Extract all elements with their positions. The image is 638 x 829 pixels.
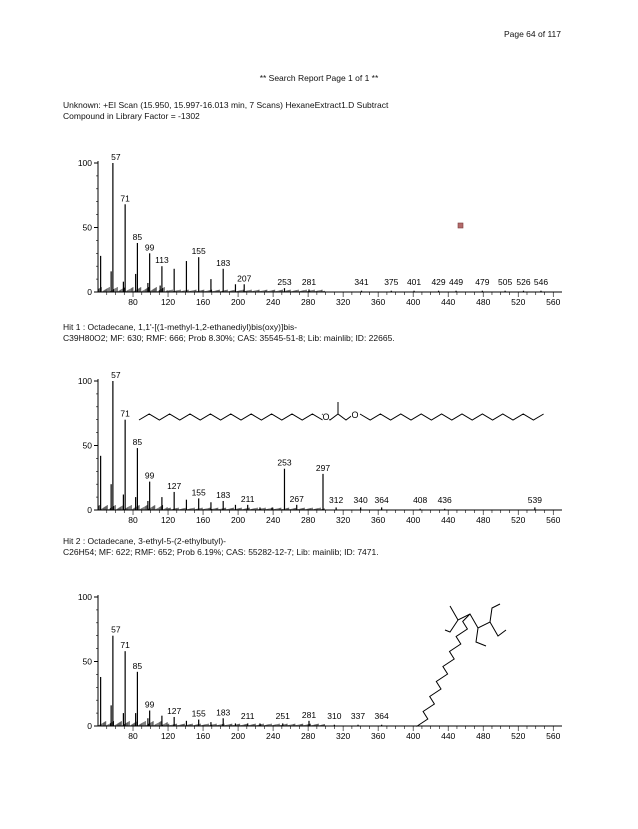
peak-label: 99 xyxy=(144,470,155,481)
peak-label: 375 xyxy=(384,277,399,287)
x-tick-label: 320 xyxy=(336,297,351,307)
peak-label: 85 xyxy=(132,660,143,671)
x-tick-label: 320 xyxy=(336,731,351,741)
hit2-details: C26H54; MF: 622; RMF: 652; Prob 6.19%; CAS: 55282-12-7; Lib: mainlib; ID: 7471. xyxy=(63,547,379,557)
peak-label: 429 xyxy=(431,277,446,287)
x-tick-label: 120 xyxy=(160,297,176,307)
peak-label: 253 xyxy=(277,277,292,287)
x-tick-label: 280 xyxy=(301,515,316,525)
y-tick-label: 0 xyxy=(87,287,92,297)
x-tick-label: 160 xyxy=(195,731,211,741)
x-tick-label: 440 xyxy=(441,515,456,525)
x-tick-label: 240 xyxy=(266,297,281,307)
peak-label: 211 xyxy=(240,493,255,504)
y-tick-label: 50 xyxy=(82,656,92,667)
marker-square xyxy=(458,223,463,228)
peak-label: 127 xyxy=(167,705,182,716)
x-tick-label: 120 xyxy=(160,731,176,741)
x-tick-label: 120 xyxy=(160,515,176,525)
peak-label: 312 xyxy=(329,495,344,505)
peak-label: 253 xyxy=(277,457,292,468)
peak-label: 155 xyxy=(191,246,206,257)
x-tick-label: 440 xyxy=(441,731,456,741)
y-tick-label: 100 xyxy=(77,376,92,386)
x-tick-label: 480 xyxy=(476,731,491,741)
ethyl-branch-3 xyxy=(476,628,486,646)
page-number: Page 64 of 117 xyxy=(503,29,561,39)
spectrum-hit2 xyxy=(0,584,638,744)
right-chain xyxy=(360,414,544,420)
peak-label: 207 xyxy=(237,273,252,284)
hit2-name: Hit 2 : Octadecane, 3-ethyl-5-(2-ethylbutyl)- xyxy=(63,536,226,546)
x-tick-label: 520 xyxy=(511,297,526,307)
library-factor-line: Compound in Library Factor = -1302 xyxy=(63,111,200,121)
ethyl-branch-2 xyxy=(490,604,500,622)
peak-label: 71 xyxy=(120,640,130,651)
peak-label: 57 xyxy=(111,152,121,162)
x-tick-label: 80 xyxy=(128,515,138,525)
peak-label: 71 xyxy=(120,193,130,204)
hit2-structure xyxy=(417,604,507,727)
x-tick-label: 160 xyxy=(195,515,211,525)
peak-label: 401 xyxy=(406,277,422,287)
peak-label: 251 xyxy=(275,711,290,721)
x-tick-label: 560 xyxy=(546,731,561,741)
y-tick-label: 50 xyxy=(82,222,92,233)
peak-label: 183 xyxy=(216,489,231,500)
peak-label: 85 xyxy=(132,231,143,242)
x-tick-label: 360 xyxy=(371,297,386,307)
peak-label: 155 xyxy=(191,487,206,498)
x-tick-label: 280 xyxy=(301,297,316,307)
peak-label: 57 xyxy=(111,370,121,380)
peak-label: 211 xyxy=(240,711,255,721)
y-tick-label: 100 xyxy=(77,158,92,168)
oxygen-atom-label: O xyxy=(322,412,330,422)
x-tick-label: 200 xyxy=(230,515,246,525)
x-tick-label: 320 xyxy=(336,515,351,525)
x-tick-label: 160 xyxy=(195,297,211,307)
peak-label: 505 xyxy=(498,277,513,287)
y-tick-label: 0 xyxy=(87,505,92,515)
peak-label: 155 xyxy=(191,708,206,719)
report-title: ** Search Report Page 1 of 1 ** xyxy=(259,73,379,83)
peak-label: 340 xyxy=(353,495,368,505)
x-tick-label: 240 xyxy=(266,731,281,741)
x-tick-label: 480 xyxy=(476,515,491,525)
peak-label: 341 xyxy=(354,277,369,287)
x-tick-label: 360 xyxy=(371,515,386,525)
peak-label: 183 xyxy=(216,707,231,718)
peak-label: 281 xyxy=(301,277,317,287)
x-tick-label: 520 xyxy=(511,731,526,741)
x-tick-label: 360 xyxy=(371,731,386,741)
peak-label: 364 xyxy=(374,495,389,505)
x-tick-label: 240 xyxy=(266,515,281,525)
peak-label: 479 xyxy=(475,277,490,287)
peak-label: 310 xyxy=(327,711,342,721)
peak-label: 127 xyxy=(167,480,182,491)
unknown-scan-line: Unknown: +EI Scan (15.950, 15.997-16.013 min, 7 Scans) HexaneExtract1.D Subtract xyxy=(63,100,389,110)
hit1-structure xyxy=(139,402,544,422)
peak-label: 113 xyxy=(155,255,169,266)
x-tick-label: 400 xyxy=(406,731,421,741)
spectrum-unknown xyxy=(0,150,638,310)
y-tick-label: 0 xyxy=(87,721,92,731)
x-tick-label: 400 xyxy=(406,515,421,525)
peak-label: 183 xyxy=(216,257,231,268)
peak-label: 539 xyxy=(527,495,542,505)
x-tick-label: 200 xyxy=(230,297,246,307)
peak-label: 85 xyxy=(132,437,143,448)
peak-label: 436 xyxy=(437,495,452,505)
x-tick-label: 400 xyxy=(406,297,421,307)
x-tick-label: 520 xyxy=(511,515,526,525)
left-chain xyxy=(139,414,323,420)
peak-label: 57 xyxy=(111,624,121,635)
baseline-noise xyxy=(99,287,325,292)
x-tick-label: 200 xyxy=(230,731,246,741)
x-tick-label: 560 xyxy=(546,297,561,307)
main-chain xyxy=(417,614,471,727)
baseline-noise xyxy=(99,721,325,726)
x-tick-label: 440 xyxy=(441,297,456,307)
peak-label: 71 xyxy=(120,408,130,419)
y-tick-label: 50 xyxy=(82,440,92,451)
hit1-name: Hit 1 : Octadecane, 1,1'-[(1-methyl-1,2-ethanediyl)bis(oxy)]bis- xyxy=(63,322,298,332)
peak-label: 99 xyxy=(144,242,155,253)
x-tick-label: 80 xyxy=(128,297,138,307)
spectrum-hit1 xyxy=(0,368,638,528)
peak-label: 408 xyxy=(413,495,428,505)
peak-label: 546 xyxy=(533,277,549,287)
peak-label: 99 xyxy=(144,699,155,710)
peak-label: 526 xyxy=(516,277,531,287)
oxygen-atom-label: O xyxy=(351,410,359,420)
peak-label: 267 xyxy=(289,493,304,504)
x-tick-label: 80 xyxy=(128,731,138,741)
x-tick-label: 560 xyxy=(546,515,561,525)
x-tick-label: 480 xyxy=(476,297,491,307)
y-tick-label: 100 xyxy=(77,592,92,602)
peak-label: 297 xyxy=(315,462,331,473)
baseline-noise xyxy=(99,505,325,510)
peak-label: 364 xyxy=(374,711,389,721)
x-tick-label: 280 xyxy=(301,731,316,741)
peak-label: 337 xyxy=(350,711,366,721)
ethyl-branch-1 xyxy=(445,620,458,632)
peak-label: 449 xyxy=(448,277,464,287)
hit1-details: C39H80O2; MF: 630; RMF: 666; Prob 8.30%; CAS: 35545-51-8; Lib: mainlib; ID: 22665. xyxy=(63,333,395,343)
peak-label: 281 xyxy=(301,709,317,720)
